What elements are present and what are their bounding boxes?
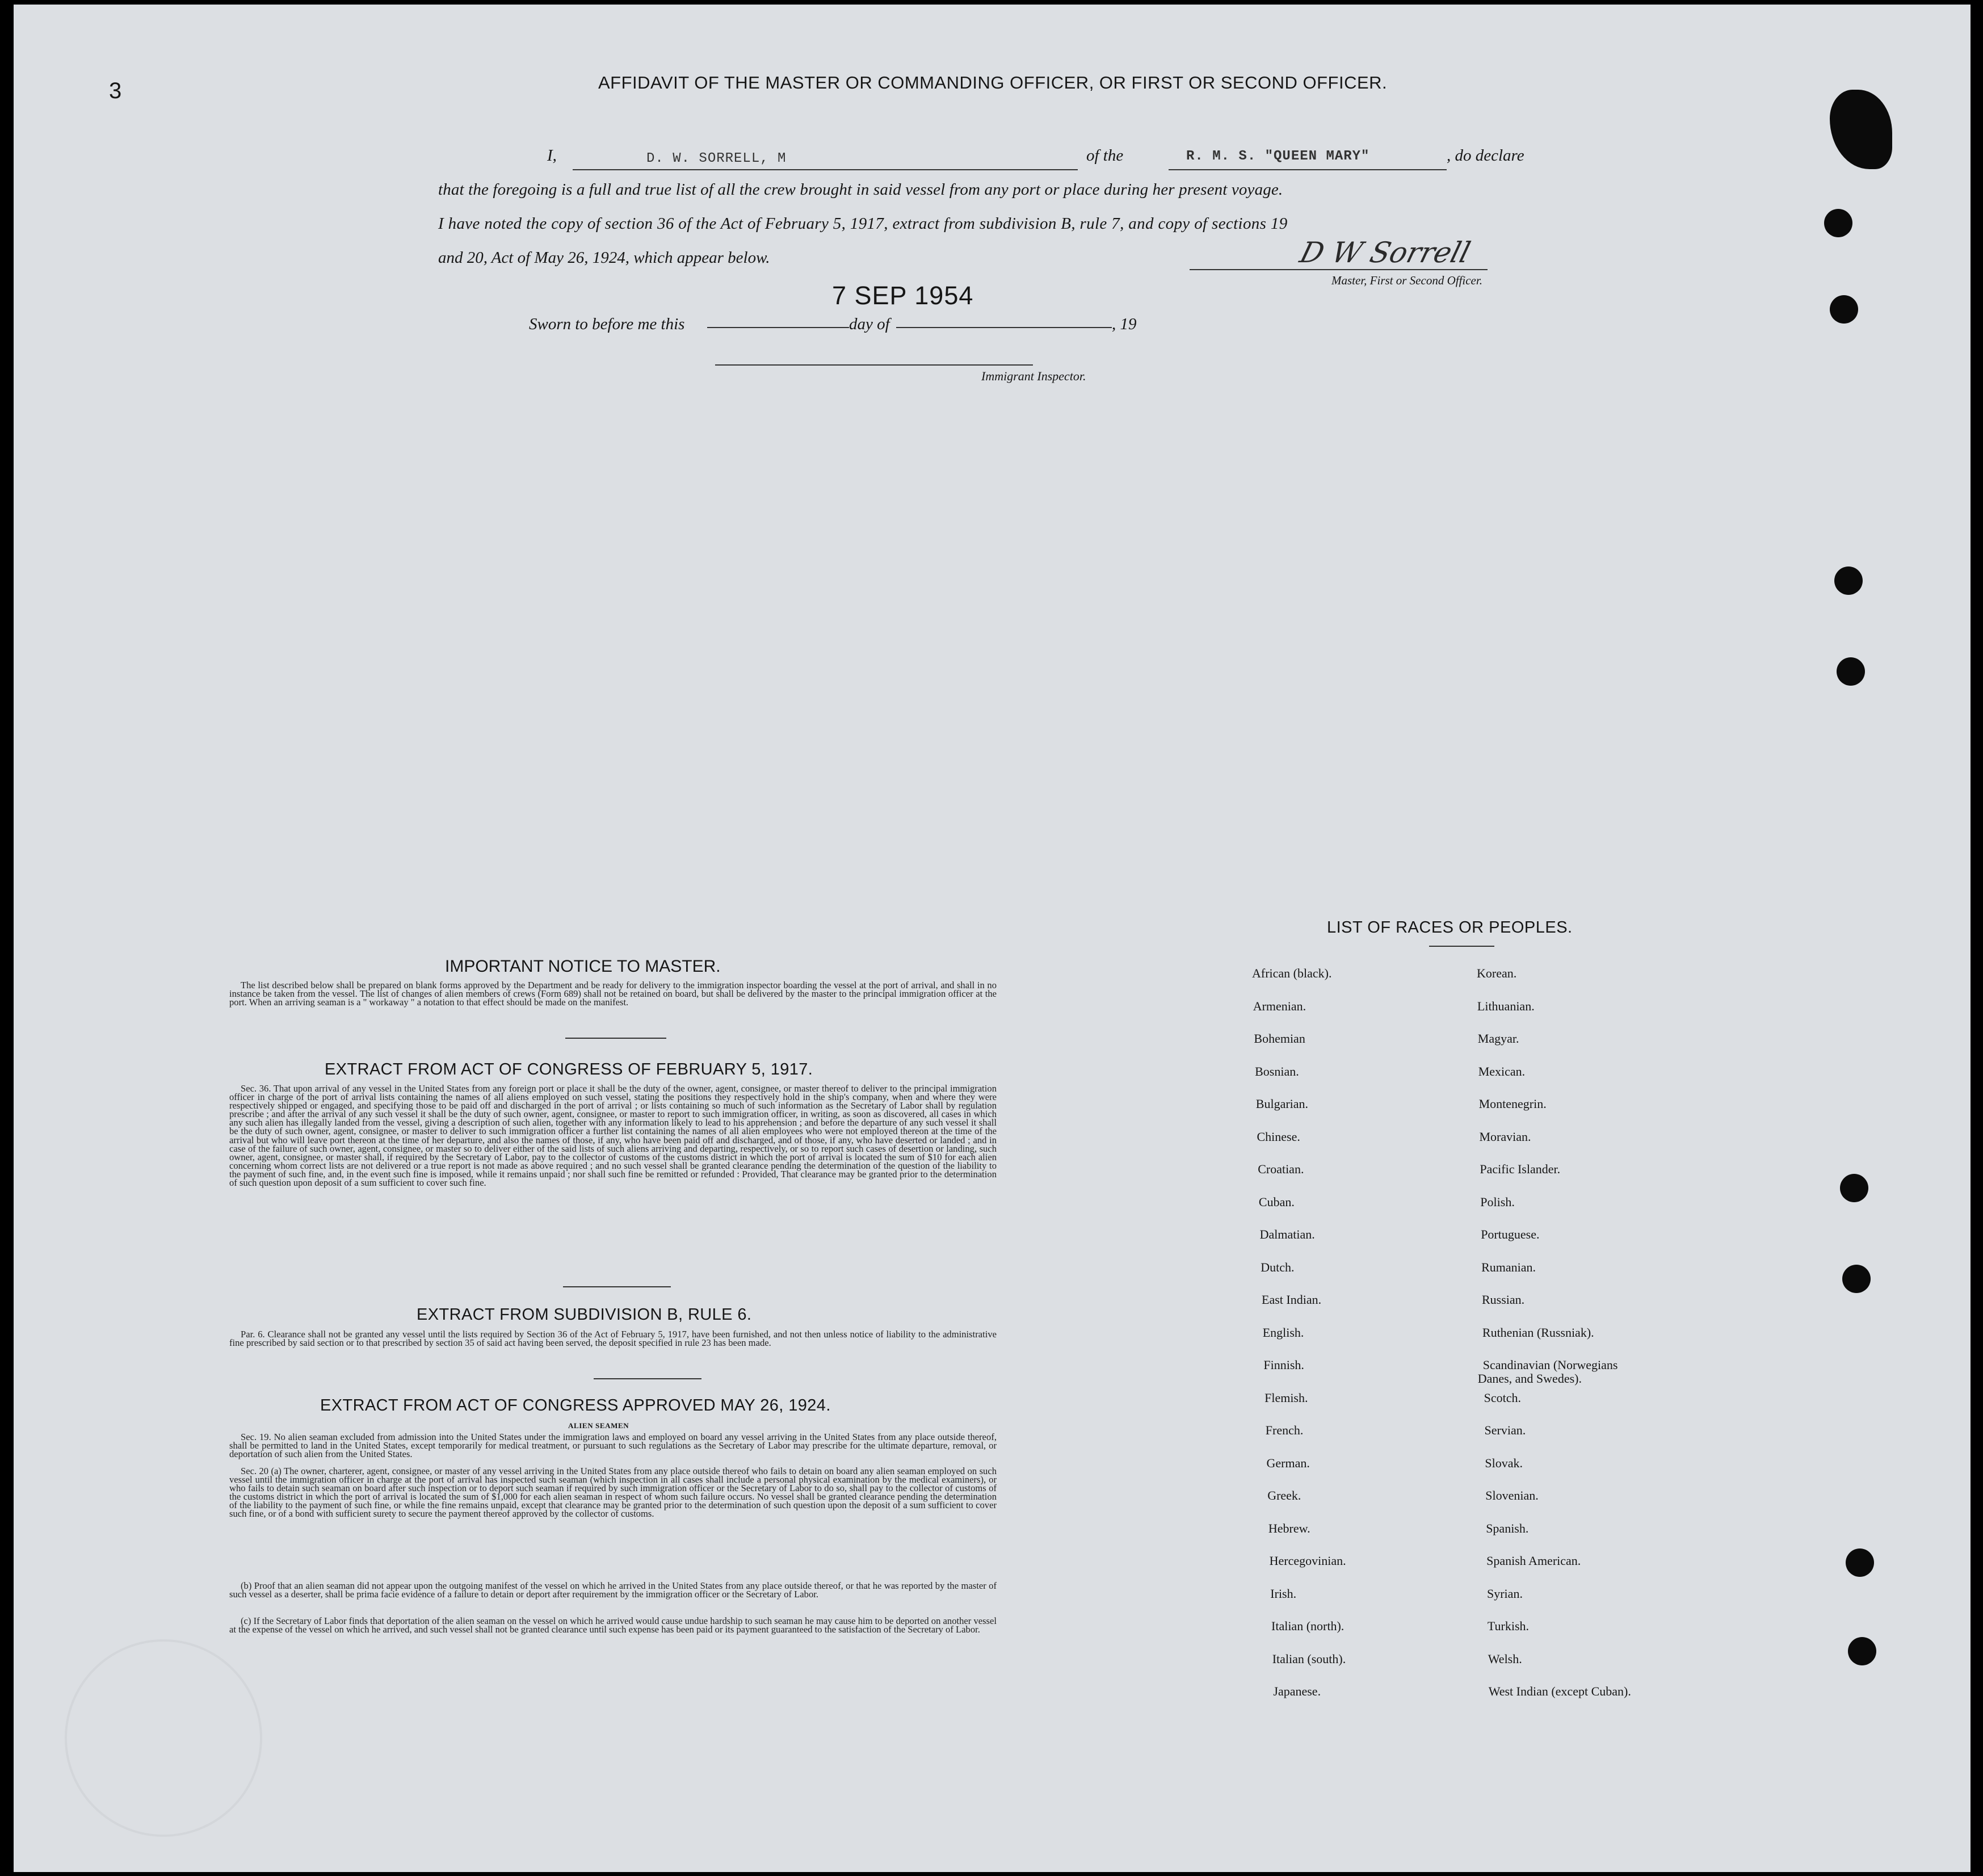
affidavit-title: AFFIDAVIT OF THE MASTER OR COMMANDING OFFICER, OR FIRST OR SECOND OFFICER. [598, 73, 1388, 93]
signature-line [1190, 269, 1488, 270]
sworn-day-line [707, 327, 849, 328]
race-item: Italian (south). [1272, 1651, 1346, 1666]
race-item: Rumanian. [1481, 1260, 1536, 1274]
declaration-line-2: that the foregoing is a full and true list of all the crew brought in said vessel from any port or place during her present voyage. [438, 181, 1283, 199]
alien-seamen-subtitle: ALIEN SEAMEN [568, 1421, 629, 1430]
race-item: Finnish. [1263, 1358, 1304, 1372]
divider [594, 1378, 701, 1379]
day-of-label: day of [849, 315, 890, 333]
race-item: Korean. [1477, 966, 1517, 980]
extract-1924-title: EXTRACT FROM ACT OF CONGRESS APPROVED MAY 26, 1924. [320, 1396, 831, 1415]
punch-hole [1842, 1265, 1871, 1293]
notice-title: IMPORTANT NOTICE TO MASTER. [445, 957, 721, 976]
race-item: Chinese. [1257, 1129, 1300, 1144]
torn-corner-mark [1830, 90, 1892, 169]
race-item: Dalmatian. [1259, 1227, 1315, 1241]
race-item: Mexican. [1478, 1064, 1526, 1078]
race-item: Moravian. [1479, 1129, 1531, 1144]
race-item: Irish. [1270, 1586, 1297, 1601]
do-declare-label: , do declare [1447, 146, 1524, 165]
race-item: Bosnian. [1255, 1064, 1299, 1078]
i-label: I, [547, 146, 557, 165]
punch-hole [1834, 566, 1863, 595]
race-item: Flemish. [1264, 1390, 1308, 1405]
extract-rule6-title: EXTRACT FROM SUBDIVISION B, RULE 6. [417, 1306, 752, 1324]
race-item: Montenegrin. [1478, 1097, 1547, 1111]
race-item: Servian. [1484, 1423, 1526, 1437]
race-item: French. [1265, 1423, 1304, 1437]
race-item: Magyar. [1477, 1031, 1519, 1046]
race-item: English. [1262, 1325, 1304, 1340]
race-item: German. [1266, 1455, 1310, 1470]
divider [1429, 946, 1494, 947]
race-item: Ruthenian (Russniak). [1482, 1325, 1594, 1340]
race-item: Armenian. [1253, 998, 1306, 1013]
officer-signature: D W Sorrell [1296, 236, 1474, 269]
of-the-label: of the [1086, 146, 1124, 165]
sec20c-text: (c) If the Secretary of Labor finds that deportation of the alien seaman on the vessel on which he arrived would cause undue hardship to such seaman he may cause him to be deported on another vessel at the expense of the vessel on which he arrived, and such vessel shall not be granted clearance until such expense has been paid or its payment guaranteed to the satisfaction of the Secretary of Labor. [229, 1615, 997, 1635]
race-item: West Indian (except Cuban). [1488, 1684, 1631, 1698]
year-prefix: , 19 [1112, 315, 1137, 333]
document-sheet [14, 5, 1971, 1872]
race-item: Cuban. [1258, 1194, 1295, 1209]
punch-hole [1840, 1174, 1868, 1202]
declaration-line-3: I have noted the copy of section 36 of the Act of February 5, 1917, extract from subdivision B, rule 7, and copy of sections 19 [438, 215, 1288, 233]
race-item: Slovenian. [1485, 1488, 1539, 1503]
race-item: Russian. [1482, 1292, 1525, 1307]
race-item: African (black). [1252, 966, 1332, 980]
race-item: Spanish. [1486, 1521, 1529, 1535]
race-item: Bohemian [1254, 1031, 1305, 1046]
race-item: Japanese. [1273, 1684, 1321, 1698]
race-item: East Indian. [1262, 1292, 1322, 1307]
race-item: Spanish American. [1486, 1554, 1581, 1568]
race-item: Portuguese. [1481, 1227, 1540, 1241]
extract-1917-text: Sec. 36. That upon arrival of any vessel in the United States from any foreign port or place it shall be the duty of the owner, agent, consignee, or master thereof to deliver to the principal immigration officer in charge of the port of arrival lists containing the names of all aliens employed on such vessel, stating the positions they respectively hold in the ship's company, when and where they were respectively shipped or engaged, and specifying those to be paid off and discharged in the port of arrival ; or lists containing so much of such information as the Secretary of Labor shall by regulation prescribe ; and after the arrival of any such vessel it shall be the duty of such owner, agent, consignee, or master to report to such immigration officer, in writing, as soon as discovered, all cases in which any such alien has illegally landed from the vessel, giving a description of such alien, together with any information likely to lead to his apprehension ; and before the departure of any such vessel it shall be the duty of such owner, agent, consignee, or master to deliver to such immigration officer a further list containing the names of all alien employees who were not employed thereon at the time of the arrival but who will leave port thereon at the time of her departure, and also the names of those, if any, who have been paid off and discharged, and of those, if any, who have deserted or landed ; and in case of the failure of such owner, agent, consignee, or master so to deliver either of the said lists of such aliens arriving and departing, respectively, or so to report such cases of desertion or landing, such owner, agent, consignee, or master shall, if required by the Secretary of Labor, pay to the collector of customs of the customs district in which the port of arrival is located the sum of $10 for each alien concerning whom correct lists are not delivered or a true report is not made as above required ; and no such vessel shall be granted clearance pending the determination of the question of the liability to the payment of such fine, and, in the event such fine is imposed, while it remains unpaid ; nor shall such fine be remitted or refunded : Provided, That clearance may be granted prior to the determination of such question upon deposit of a sum sufficient to cover such fine. [229, 1083, 997, 1189]
declaration-line-4: and 20, Act of May 26, 1924, which appear below. [438, 249, 770, 267]
punch-hole [1837, 657, 1865, 686]
race-item: Slovak. [1485, 1455, 1523, 1470]
punch-hole [1846, 1548, 1874, 1577]
race-item: Scandinavian (Norwegians [1482, 1358, 1618, 1372]
race-item: Scotch. [1484, 1390, 1521, 1405]
punch-hole [1824, 209, 1852, 237]
sec20a-text: Sec. 20 (a) The owner, charterer, agent, consignee, or master of any vessel arriving in the United States from any place outside thereof who fails to detain on board any alien seaman employed on such vessel until the immigration officer in charge at the port of arrival has inspected such seaman (which inspection in all cases shall include a personal physical examination by the medical examiners), or who fails to detain such seaman on board after such inspection or to deport such seaman if required by such immigration officer or the Secretary of Labor to do so, shall pay to the collector of customs of the customs district in which the port of arrival is located the sum of $1,000 for each alien seaman in respect of whom such failure occurs. No vessel shall be granted clearance pending the determination of the liability to the payment of such fine, or while the fine remains unpaid, except that clearance may be granted prior to the determination of such question upon the deposit of a sum sufficient to cover such fine, or of a bond with sufficient surety to secure the payment thereof approved by the collector of customs. [229, 1466, 997, 1520]
race-item: Turkish. [1487, 1619, 1530, 1633]
race-item: Polish. [1480, 1194, 1515, 1209]
inspector-line [715, 364, 1033, 366]
race-item: Hebrew. [1268, 1521, 1310, 1535]
divider [563, 1286, 671, 1287]
sworn-label: Sworn to before me this [529, 315, 685, 333]
race-item: Croatian. [1258, 1162, 1304, 1176]
date-stamp: 7 SEP 1954 [832, 281, 974, 310]
embossed-seal [65, 1639, 262, 1837]
race-item: Danes, and Swedes). [1477, 1371, 1582, 1386]
race-item: Hercegovinian. [1269, 1554, 1346, 1568]
vessel-name: R. M. S. "QUEEN MARY" [1186, 149, 1370, 164]
sec19-text: Sec. 19. No alien seaman excluded from admission into the United States under the immigration laws and employed on board any vessel arriving in the United States from any place outside thereof, shall be permitted to land in the United States, except temporarily for medical treatment, or pursuant to such regulations as the Secretary of Labor may prescribe for the ultimate departure, removal, or deportation of such alien from the United States. [229, 1432, 997, 1460]
master-name: D. W. SORRELL, M [646, 151, 787, 166]
notice-text: The list described below shall be prepared on blank forms approved by the Department and be ready for delivery to the immigration inspector boarding the vessel at the port of arrival, and shall in no instance be taken from the vessel. The list of changes of alien members of crews (Form 689) shall not be retained on board, but shall be delivered by the master to the principal immigration officer at the port. When an arriving seaman is a " workaway " a notation to that effect should be made on the manifest. [229, 980, 997, 1008]
punch-hole [1848, 1637, 1876, 1665]
sec20b-text: (b) Proof that an alien seaman did not appear upon the outgoing manifest of the vessel on which he arrived in the United States from any place outside thereof, or that he was reported by the master of such vessel as a deserter, shall be prima facie evidence of a failure to detain or deport after requirement by the immigration officer or the Secretary of Labor. [229, 1580, 997, 1600]
page-marker: 3 [109, 78, 122, 103]
signature-caption: Master, First or Second Officer. [1331, 274, 1482, 287]
sworn-month-line [896, 327, 1112, 328]
extract-rule6-text: Par. 6. Clearance shall not be granted any vessel until the lists required by Section 36 of the Act of February 5, 1917, have been furnished, and not then unless notice of liability to the administrative fine prescribed by said section or to that prescribed by section 35 of said act having been served, the deposit specified in rule 23 has been made. [229, 1329, 997, 1349]
extract-1917-title: EXTRACT FROM ACT OF CONGRESS OF FEBRUARY 5, 1917. [325, 1060, 813, 1078]
race-item: Greek. [1267, 1488, 1301, 1503]
race-item: Dutch. [1261, 1260, 1295, 1274]
name-line [573, 169, 1078, 170]
vessel-line [1169, 169, 1447, 170]
punch-hole [1830, 295, 1858, 324]
races-title: LIST OF RACES OR PEOPLES. [1327, 918, 1573, 937]
inspector-caption: Immigrant Inspector. [981, 369, 1086, 383]
race-item: Pacific Islander. [1480, 1162, 1561, 1176]
race-item: Lithuanian. [1477, 998, 1535, 1013]
race-item: Italian (north). [1271, 1619, 1345, 1633]
divider [565, 1038, 666, 1039]
race-item: Welsh. [1488, 1651, 1522, 1666]
race-item: Bulgarian. [1255, 1097, 1309, 1111]
race-item: Syrian. [1487, 1586, 1523, 1601]
